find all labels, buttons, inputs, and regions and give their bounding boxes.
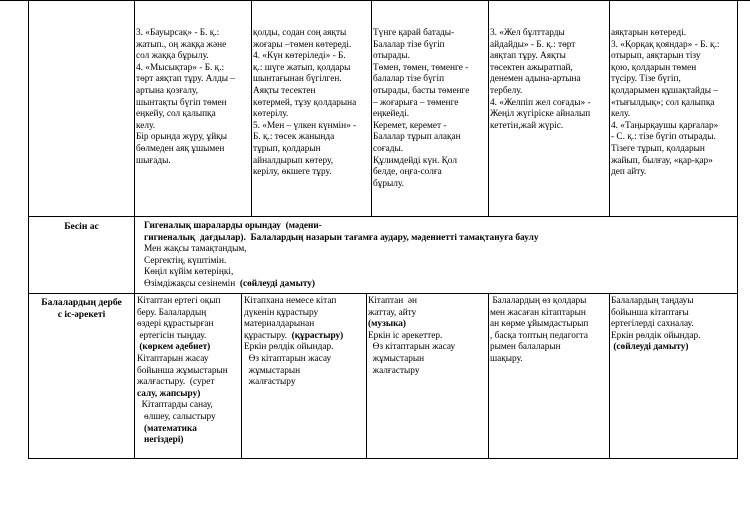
text-line: мен жасаған кітаптарын	[490, 307, 586, 318]
text-line: төсектен ажыратпай,	[490, 62, 573, 73]
table-top-border	[0, 0, 750, 1]
text-line: салу, жапсыру)	[137, 388, 201, 399]
independent-cell-5	[611, 296, 736, 456]
text-line: соғады.	[373, 143, 404, 154]
text-line: жоғары –төмен көтереді.	[253, 39, 352, 50]
row-header-snack	[29, 221, 134, 233]
text-line: Өз кітаптарын жасау	[244, 353, 332, 364]
text-line: 4. «Күн көтеріледі» - Б.	[253, 51, 346, 62]
text-line: шынтақты бүгіп төмен	[136, 97, 227, 108]
text-line: ан көрме ұйымдастырып	[490, 319, 589, 330]
text-line: Балалардың таңдауы	[611, 296, 694, 306]
text-line: рымен балаларын	[490, 342, 561, 353]
text-line: деп айту.	[611, 167, 647, 178]
table-right-border	[737, 0, 738, 459]
text-line: Гигеналық шараларды орындау (мәдени-	[144, 221, 322, 231]
text-line: (сөйлеуді дамыту)	[611, 342, 689, 353]
text-line: материалдарынан	[244, 319, 315, 330]
text-line: Түнге қарай батады-	[373, 28, 455, 38]
text-line: Жеңіл жүгіріске айналып	[490, 109, 591, 120]
row-header-independent	[29, 297, 134, 321]
text-line: сол жаққа бұрылу.	[136, 51, 209, 62]
text-line: жалғастыру	[244, 377, 296, 388]
text-line: бойынша жұмыстарын	[137, 365, 228, 376]
text-line: Көңіл күйім көтеріңкі,	[144, 267, 234, 278]
text-line: айдайды» - Б. қ.: төрт	[490, 39, 576, 50]
text-line: Кітапхана немесе кітап	[244, 296, 337, 306]
text-line: отырып, аяқтарын тізу	[611, 51, 701, 62]
text-line: өлшеу, салыстыру	[137, 411, 216, 422]
snack-cell	[144, 221, 736, 292]
text-line: 3. «Бауырсақ» - Б. қ.:	[136, 28, 220, 38]
text-line: тұрып, қолдарын	[253, 143, 321, 154]
text-span: Өзімдіжақсы сезінемін	[144, 278, 236, 289]
text-line: – жоғарыға – төменге	[373, 97, 459, 108]
text-line: беру. Балалардың	[137, 307, 207, 318]
text-line: Балалардың өз қолдары	[490, 296, 587, 306]
independent-cell-1	[137, 296, 240, 456]
text-line: бойынша кітаптағы	[611, 307, 689, 318]
text-line: шақыру.	[490, 353, 523, 364]
text-line: жұмыстарын	[244, 365, 301, 376]
text-line: жатып., оң жаққа және	[136, 39, 227, 50]
text-line: жалғастыру	[368, 365, 420, 376]
text-line: Б. қ.: төсек жанында	[253, 132, 335, 143]
independent-cell-3	[368, 296, 487, 456]
text-line: 4. «Таңырқаушы қарғалар»	[611, 120, 719, 131]
text-line: еңкейеді.	[373, 109, 410, 120]
text-line: , басқа топтың педагогта	[490, 330, 588, 341]
column-divider	[371, 0, 372, 216]
text-line: шығады.	[136, 155, 171, 166]
text-line: Кітаптарды санау,	[137, 400, 213, 411]
column-divider	[488, 293, 489, 458]
text-line: Аяқты тесектен	[253, 85, 316, 96]
row-header-label: Балалардың дербе	[41, 297, 122, 308]
text-line: төрт аяқтап тұру. Алды –	[136, 74, 235, 85]
text-line: құрастыру. (құрастыру)	[244, 330, 344, 341]
column-divider	[366, 293, 367, 458]
exercise-cell-5	[611, 28, 736, 214]
text-line: көтермей, тұзу қолдарына	[253, 97, 357, 108]
text-line: отырады.	[373, 51, 410, 62]
column-divider	[488, 0, 489, 216]
text-line: көтерілу.	[253, 109, 289, 120]
text-line: Балалар тұрып алақан	[373, 132, 461, 143]
text-line: Кітаптан ертегі оқып	[137, 296, 221, 306]
text-line: Сергектің, күштімін.	[144, 255, 227, 266]
row-header-label: с іс-әрекеті	[57, 309, 106, 320]
text-line: дүкенін құрастыру	[244, 307, 319, 318]
text-line: 4. «Желпіп жел соғады» -	[490, 97, 591, 108]
text-line: 4. «Мысықтар» - Б. қ.:	[136, 62, 225, 73]
text-span: (құрастыру)	[291, 330, 344, 341]
text-line: бөлмеден аяқ ұшымен	[136, 143, 225, 154]
text-line: Құлимдейді күн. Қол	[373, 155, 457, 166]
text-line: айналдырып көтеру,	[253, 155, 334, 166]
text-line: қолды, содан соң аяқты	[253, 28, 347, 38]
exercise-cell-2	[253, 28, 370, 214]
text-line: аяқтап тұру. Аяқты	[490, 51, 566, 62]
text-line: Керемет, керемет -	[373, 120, 447, 131]
exercise-cell-4	[490, 28, 608, 214]
column-divider	[251, 0, 252, 216]
text-line: - С. қ.: тізе бүгіп отырады.	[611, 132, 716, 143]
text-line: жайып, былғау, «қар-қар»	[611, 155, 713, 166]
column-divider	[609, 293, 610, 458]
exercise-cell-3	[373, 28, 487, 214]
text-span: (сөйлеуді дамыту)	[239, 278, 316, 289]
text-line: қолдарымен құшақтайды –	[611, 85, 718, 96]
text-line: отырады, басты төменге	[373, 85, 470, 96]
independent-cell-4	[490, 296, 608, 456]
text-line: (музыка)	[368, 319, 407, 330]
text-line	[144, 279, 736, 291]
text-line: Еркін рөлдік ойындар.	[244, 342, 334, 353]
text-line: Еркін іс әрекеттер.	[368, 330, 443, 341]
text-line: (математика	[137, 423, 197, 434]
text-line: жаттау, айту	[368, 307, 417, 318]
text-line: 3. «Жел бұлттарды	[490, 28, 565, 38]
text-line: өздері құрастырған	[137, 319, 214, 330]
text-line: еңкейу, сол қалыпқа	[136, 109, 216, 120]
column-divider	[609, 0, 610, 216]
text-line: керілу, өкшеге тұру.	[253, 167, 332, 178]
text-line: келу.	[136, 120, 156, 131]
text-line: денемен адына-артына	[490, 74, 581, 85]
text-line: негіздері)	[137, 435, 184, 446]
text-line: балалар тізе бүгіп	[373, 74, 445, 85]
text-line: тербелу.	[490, 85, 523, 96]
text-line: түсіру. Тізе бүгіп,	[611, 74, 681, 85]
text-line: артына қозғалу,	[136, 85, 198, 96]
text-line: шынтағынан бүгілген.	[253, 74, 342, 85]
text-line: жұмыстарын	[368, 353, 425, 364]
text-line: (көркем әдебиет)	[137, 342, 211, 353]
text-line: 3. «Қорқақ қояндар» - Б. қ.:	[611, 39, 720, 50]
column-divider	[134, 0, 135, 459]
text-line: ертегісін тыңдау.	[137, 330, 207, 341]
text-line: Еркін рөлдік ойындар.	[611, 330, 701, 341]
text-line: Өз кітаптарын жасау	[368, 342, 456, 353]
column-divider	[241, 293, 242, 458]
text-line: қ.: шүге жатып, қолдары	[253, 62, 351, 73]
text-line: «тығылдық»; сол қалыпқа	[611, 97, 715, 108]
text-line: кететін,жай жүріс.	[490, 120, 564, 131]
text-line: 5. «Мен – үлкен күнмін» -	[253, 120, 357, 131]
independent-cell-2	[244, 296, 365, 456]
text-line: гигиеналық дағдылар). Балалардың назарын тағамға аудару, мәдениетті тамақтануға баулу	[144, 232, 539, 243]
text-line: қою, қолдарын төмен	[611, 62, 697, 73]
text-line: аяқтарын көтереді.	[611, 28, 687, 38]
text-line: жалғастыру. (сурет	[137, 377, 215, 388]
text-line: Балалар тізе бүгіп	[373, 39, 445, 50]
text-line: белде, оңға-солға	[373, 167, 442, 178]
exercise-cell-1	[136, 28, 250, 214]
text-line: Мен жақсы тамақтандым,	[144, 244, 247, 255]
text-line: Тізеге тұрып, қолдарын	[611, 143, 705, 154]
text-line: Бір орында жүру, ұйқы	[136, 132, 227, 143]
text-line: Төмен, төмен, төменге -	[373, 62, 469, 73]
text-line: Кітаптарын жасау	[137, 353, 209, 364]
text-line: ертегілерді сахналау.	[611, 319, 694, 330]
text-line: бұрылу.	[373, 178, 404, 189]
row-header-label: Бесін ас	[64, 221, 99, 232]
text-line: Кітаптан ән	[368, 296, 417, 306]
text-line: келу.	[611, 109, 631, 120]
